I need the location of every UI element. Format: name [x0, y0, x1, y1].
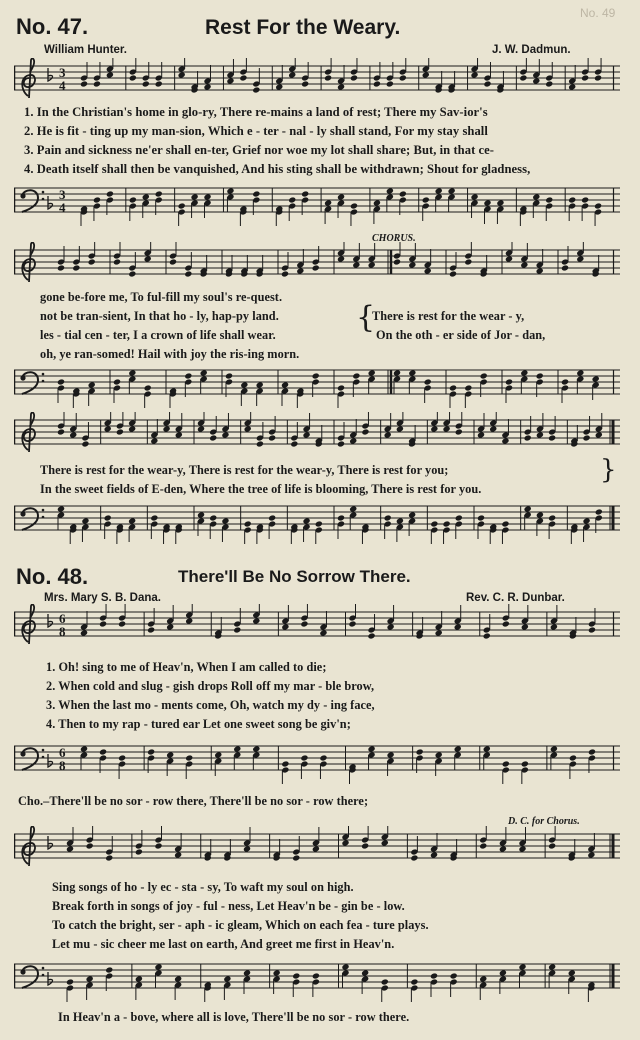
staff-system-47-1-treble [14, 58, 620, 104]
hymn-47-title: Rest For the Weary. [205, 16, 401, 39]
staff-system-48-1-treble [14, 604, 620, 650]
hymn-48-composer: Rev. C. R. Dunbar. [466, 592, 565, 604]
svg-text:4: 4 [59, 200, 66, 215]
lyric-line: 2. When cold and slug - gish drops Roll off my mar - ble brow, [46, 679, 375, 693]
lyric-line: 4. Death itself shall then be vanquished, And his sting shall be withdrawn; Shout for gladness, [24, 162, 531, 176]
final-chorus-lyric-line: In Heav'n a - bove, where all is love, There'll be no sor - row there. [58, 1010, 410, 1024]
staff-system-47-2-treble [14, 242, 620, 288]
chorus-lyric-line: There is rest for the wear - y, [372, 309, 525, 323]
lyric-line: 4. Then to my rap - tured ear Let one sweet song be giv'n; [46, 717, 351, 731]
chorus-lyric-line: Cho.–There'll be no sor - row there, There'll be no sor - row there; [18, 794, 369, 808]
lyric-line: 2. He is fit - ting up my man-sion, Which e - ter - nal - ly shall stand, For my stay shall [24, 124, 488, 138]
svg-text:4: 4 [59, 78, 66, 93]
staff-system-48-1-bass [14, 738, 620, 784]
hymn-48-number: No. 48. [16, 564, 89, 589]
staff-system-47-3-bass [14, 498, 620, 544]
lyric-line: 3. When the last mo - ments come, Oh, watch my dy - ing face, [46, 698, 375, 712]
dc-for-chorus-label: D. C. for Chorus. [508, 816, 580, 827]
lyric-line: Let mu - sic cheer me last on earth, And greet me first in Heav'n. [52, 937, 395, 951]
svg-text:3: 3 [59, 65, 66, 80]
svg-text:6: 6 [59, 745, 66, 760]
lyric-line: not be tran-sient, In that ho - ly, hap-py land. [40, 309, 279, 323]
lyric-line: Break forth in songs of joy - ful - ness, Let Heav'n be - gin be - low. [52, 899, 405, 913]
lyric-line: 1. In the Christian's home in glo-ry, There re-mains a land of rest; There my Sav-ior's [24, 105, 488, 119]
chorus-lyric-line: On the oth - er side of Jor - dan, [376, 328, 546, 342]
lyric-line: Sing songs of ho - ly ec - sta - sy, To waft my soul on high. [52, 880, 354, 894]
svg-text:6: 6 [59, 611, 66, 626]
hymn-47-composer: J. W. Dadmun. [492, 44, 571, 56]
hymn-47-lyricist: William Hunter. [44, 44, 127, 56]
staff-system-47-1-bass [14, 180, 620, 226]
hymn-48-lyricist: Mrs. Mary S. B. Dana. [44, 592, 161, 604]
chorus-lyric-line: There is rest for the wear-y, There is rest for the wear-y, There is rest for you; [40, 463, 449, 477]
lyric-line: 3. Pain and sickness ne'er shall en-ter, Grief nor woe my lot shall share; But, in that ce- [24, 143, 495, 157]
lyric-line: 1. Oh! sing to me of Heav'n, When I am called to die; [46, 660, 327, 674]
lyric-line: To catch the bright, ser - aph - ic gleam, Which on each fea - ture plays. [52, 918, 429, 932]
lyric-line: gone be-fore me, To ful-fill my soul's re-quest. [40, 290, 283, 304]
svg-text:3: 3 [59, 187, 66, 202]
lyric-line: oh, ye ran-somed! Hail with joy the ris-ing morn. [40, 347, 300, 361]
corner-page-number: No. 49 [580, 6, 616, 20]
hymn-47-number: No. 47. [16, 14, 89, 39]
chorus-label: CHORUS. [372, 233, 416, 244]
chorus-lyric-line: In the sweet fields of E-den, Where the tree of life is blooming, There is rest for you. [40, 482, 482, 496]
hymn-48-title: There'll Be No Sorrow There. [178, 567, 411, 586]
staff-system-48-2-treble [14, 826, 620, 872]
svg-text:8: 8 [59, 624, 66, 639]
lyric-brace: } [600, 455, 617, 485]
lyric-brace: { [356, 300, 376, 335]
staff-system-48-2-bass [14, 956, 620, 1002]
staff-system-47-3-treble [14, 412, 620, 458]
svg-text:8: 8 [59, 758, 66, 773]
staff-system-47-2-bass [14, 362, 620, 408]
lyric-line: les - tial cen - ter, I a crown of life shall wear. [40, 328, 276, 342]
